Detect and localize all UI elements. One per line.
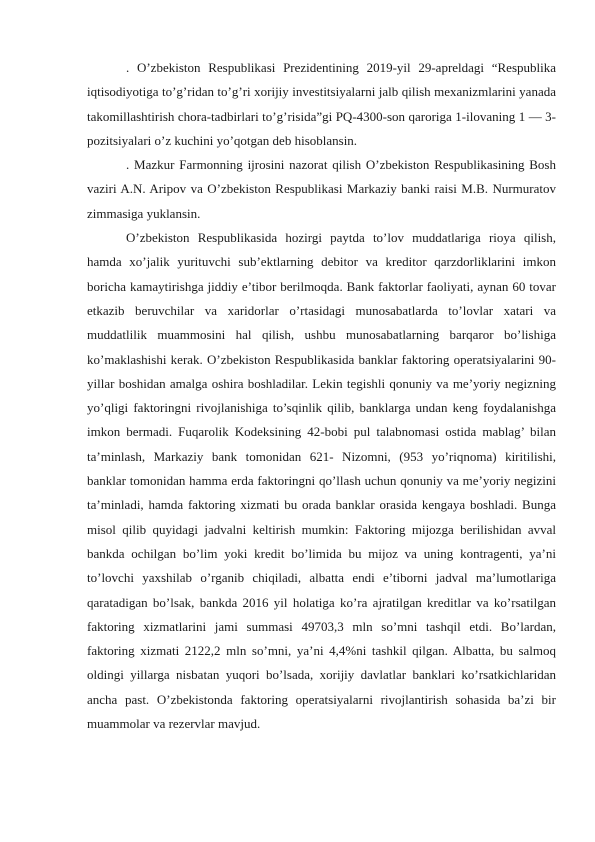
paragraph-decree-clause-2: . Mazkur Farmonning ijrosini nazorat qilish O’zbekiston Respublikasining Bosh vaziri A.N. Aripov va O’zbekiston Respublikasi Markaziy banki raisi M.B. Nurmuratov zimmasiga yuklansin. xyxy=(87,157,556,221)
paragraph-decree-clause-1: . O’zbekiston Respublikasi Prezidentining 2019-yil 29-apreldagi “Respublika iqtisodiyotiga to’g’ridan to’g’ri xorijiy investitsiyalarni jalb qilish mexanizmlarini yanada takomillashtirish chora-tadbirlari to’g’risida”gi PQ-4300-son qaroriga 1-ilovaning 1 — 3-pozitsiyalari o’z kuchini yo’qotgan deb hisoblansin. xyxy=(87,60,556,148)
paragraph-factoring-overview: O’zbekiston Respublikasida hozirgi paytda to’lov muddatlariga rioya qilish, hamda xo’jalik yurituvchi sub’ektlarning debitor va kreditor qarzdorliklarini imkon boricha kamaytirishga jiddiy e’tibor berilmoqda. Bank faktorlar faoliyati, aynan 60 tovar etkazib beruvchilar va xaridorlar o’rtasidagi munosabatlarda to’lovlar xatari va muddatlilik muammosini hal qilish, ushbu munosabatlarning barqaror bo’lishiga ko’maklashishi kerak. O’zbekiston Respublikasida banklar faktoring operatsiyalarini 90-yillar boshidan amalga oshira boshladilar. Lekin tegishli qonuniy va me’yoriy negizning yo’qligi faktoringni rivojlanishiga to’sqinlik qilib, banklarga undan keng foydalanishga imkon bermadi. Fuqarolik Kodeksining 42-bobi pul talabnomasi ostida mablag’ bilan ta’minlash, Markaziy bank tomonidan 621- Nizomni, (953 yo’riqnoma) kiritilishi, banklar tomonidan hamma erda faktoringni qo’llash uchun qonuniy va me’yoriy negizini ta’minladi, hamda faktoring xizmati bu orada banklar orasida kengaya boshladi. Bunga misol qilib quyidagi jadvalni keltirish mumkin: Faktoring mijozga berilishidan avval bankda ochilgan bo’lim yoki kredit bo’limida bu mijoz va uning kontragenti, ya’ni to’lovchi yaxshilab o’rganib chiqiladi, albatta endi e’tiborni jadval ma’lumotlariga qaratadigan bo’lsak, bankda 2016 yil holatiga ko’ra ajratilgan kreditlar va ko’rsatilgan faktoring xizmatlarini jami summasi 49703,3 mln so’mni tashqil etdi. Bo’lardan, faktoring xizmati 2122,2 mln so’mni, ya’ni 4,4%ni tashkil qilgan. Albatta, bu salmoq oldingi yillarga nisbatan yuqori bo’lsada, xorijiy davlatlar banklari ko’rsatkichlaridan ancha past. O’zbekistonda faktoring operatsiyalarni rivojlantirish sohasida ba’zi bir muammolar va rezervlar mavjud. xyxy=(87,230,556,732)
document-page xyxy=(87,56,556,736)
